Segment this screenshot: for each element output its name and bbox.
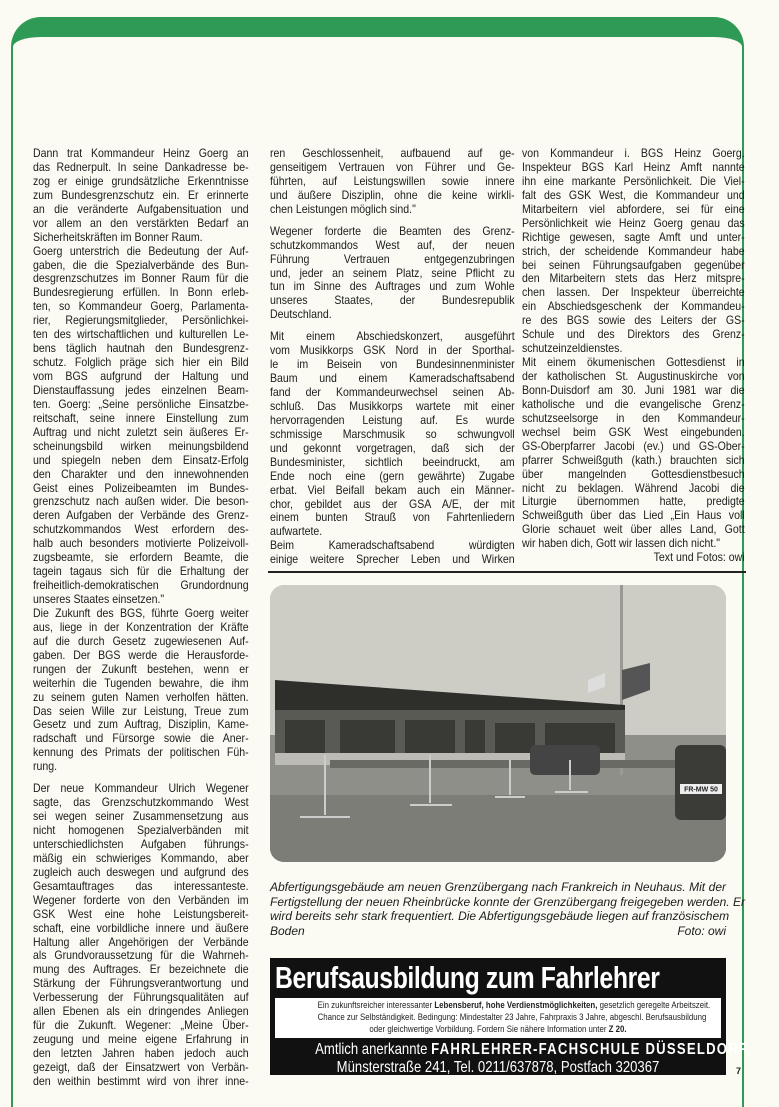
text-line: den weithin bestimmt wird von ihrer inne- (33, 1073, 249, 1088)
text-line: Mit einem Abschiedskonzert, ausgeführt (270, 329, 515, 344)
text-line: aus, liege in der Konzentration der Kräfte (33, 619, 249, 634)
text-line: Führung Vertrauen entgegenzubringen (270, 251, 515, 266)
text-line: das Rednerpult. In seine Dankadresse be- (33, 159, 249, 174)
text-line: Bonn-Duisdorf am 30. Juni 1981 war die (522, 382, 745, 397)
text-line: an die veränderte Aufgabensituation und (33, 201, 249, 216)
text-line: chor, gebildet aus der GSA A/E, der mit (270, 496, 515, 511)
border-crossing-photo (270, 585, 726, 862)
ad-code: Z 20. (608, 1024, 627, 1035)
article-paragraph (33, 782, 249, 1089)
text-line: schmissige Marschmusik so schwungvoll (270, 426, 515, 441)
text-line: falt des GSK West, die Kommandeur und (522, 187, 745, 202)
text-line: GSK West eine hohe Leistungsbereit- (33, 906, 249, 921)
text-line: Baum und einem Kameradschaftsabend (270, 371, 515, 386)
text-line: pfarrer Schweißguth (kath.) brauchten sich (522, 452, 745, 467)
text-line: ten, so Kommandeur Goerg, Parlamenta- (33, 299, 249, 314)
text-line: kennung des Primats der politischen Füh- (33, 745, 249, 760)
text-line: ein Abschiedsgeschenk der Kommandeu- (522, 299, 745, 314)
text-line: schutzkommandos West auf, der neuen (270, 237, 515, 252)
text-line: Haltung aller Angehörigen der Verbände (33, 934, 249, 949)
text-line: vor allem an den verstärkten Bedarf an (33, 215, 249, 230)
text-line: Gesetz und zum Auftrag, Disziplin, Kame- (33, 717, 249, 732)
text-line: zugsbeamte, sie erfordern Beamte, die (33, 550, 249, 565)
text-line: Beim Kameradschaftsabend würdigten (270, 538, 515, 553)
article-column-3 (522, 147, 745, 565)
text-line: Bundesregierung erfüllen. In Bonn erleb- (33, 285, 249, 300)
text-line: einem bunten Strauß von Fahrtenliedern (270, 510, 515, 525)
text-line: zog er einige grundsätzliche Erkenntnisse (33, 173, 249, 188)
article-paragraph (270, 539, 515, 567)
text-line: unterschiedlichsten Aufgaben führungs- (33, 836, 249, 851)
text-line: nicht homogenen Spezialverbänden mit (33, 823, 249, 837)
text-line: rung. (33, 759, 58, 774)
text-line: mung des Auftrages. Er bezeichnete die (33, 962, 249, 977)
text-line: Goerg unterstrich die Bedeutung der Auf- (33, 243, 249, 258)
text-line: rungen der Zukunft bestehen, wenn er (33, 661, 249, 676)
caption-line: Boden (270, 923, 305, 938)
text-line: Das seien Wille zur Leistung, Treue zum (33, 703, 249, 718)
text-line: Bundesminister, sichtlich beeindruckt, am (270, 454, 515, 469)
text-line: Sicherheitskräften im Bonner Raum. (33, 229, 203, 244)
article-paragraph (270, 147, 515, 217)
text-line: Der neue Kommandeur Ulrich Wegener (33, 781, 249, 796)
text-line: Die Zukunft des BGS, führte Goerg weiter (33, 605, 249, 620)
text-line: zum Bundesgrenzschutz ein. Er erinnerte (33, 187, 249, 202)
text-line: und gekonnt vorgetragen, daß sich der (270, 440, 515, 455)
text-line: vom Musikkorps GSK Nord in der Sporthal- (270, 343, 515, 358)
text-line: Liturgie übernommen hatte, predigte (522, 494, 745, 509)
text-line: Dienstauffassung jedes einzelnen Beam- (33, 382, 249, 397)
text-line: Mit einem ökumenischen Gottesdienst in (522, 355, 745, 370)
caption-line: Abfertigungsgebäude am neuen Grenzübergang nach Frankreich in Neuhaus. Mit der (270, 880, 726, 894)
text-line: für die Zukunft. Wegener: „Meine Über- (33, 1018, 249, 1033)
article-paragraph (33, 147, 249, 245)
photo-caption (270, 880, 745, 938)
text-line: und, jeder an seinem Platz, seine Pflicht zu (270, 265, 515, 280)
text-line: zugleich auch deswegen und aufgrund des (33, 864, 249, 879)
section-divider (268, 571, 746, 573)
photo-credit: Foto: owi (677, 923, 726, 938)
text-line: chen lassen. Der Inspekteur überreichte (522, 285, 745, 300)
text-line: radschaft und Fürsorge sowie die Aner- (33, 731, 249, 746)
article-paragraph (522, 356, 745, 551)
ad-school-name: FAHRLEHRER-FACHSCHULE DÜSSELDORF, (431, 1041, 752, 1058)
text-line: mäßig ein schwieriges Kommando, aber (33, 850, 249, 865)
text-line: ten. Goerg: „Seine persönliche Einsatzbe- (33, 396, 249, 411)
article-paragraph (270, 330, 515, 539)
text-line: rier, Regierungsmitglieder, Persönlichkei- (33, 313, 249, 328)
text-line: bei seinen Führungsaufgaben gegenüber (522, 257, 745, 272)
text-line: desgrenzschutzes im Bonner Raum für die (33, 271, 249, 286)
text-line: führten, auf Leistungswillen sowie innere (270, 173, 515, 188)
text-line: genseitigem Vertrauen von Führer und Ge- (270, 159, 515, 174)
text-line: nicht zu beklagen. Während Jacobi die (522, 480, 745, 495)
ad-text: oder gleichwertige Vorbildung. Fordern Sie nähere Information unter (369, 1024, 609, 1035)
text-line: der katholischen St. Augustinuskirche von (522, 369, 745, 383)
text-line: hervorragenden Leistung auf. Es wurde (270, 412, 515, 427)
text-line: Stärkung der Führungsverantwortung und (33, 976, 249, 991)
text-line: freiheitlich-demokratischen Grundordnung (33, 578, 249, 593)
text-line: wir haben dich, Gott wir lassen dich nicht." (522, 536, 721, 551)
text-line: schutzseelsorge in den Kommandeur- (522, 410, 745, 425)
caption-line: Fertigstellung der neuen Rheinbrücke konnte der Grenzübergang freigegeben werden. Er (270, 894, 745, 909)
text-line: Schule und des Direktors des Grenz- (522, 327, 745, 342)
page-number: 7 (736, 1066, 742, 1076)
ad-body (275, 998, 721, 1038)
text-line: Deutschland. (270, 307, 332, 322)
text-line: katholische und die evangelische Grenz- (522, 396, 745, 411)
text-line: Verbesserung der Führungsqualitäten auf (33, 990, 249, 1005)
text-line: sagte, das Grenzschutzkommando West (33, 795, 249, 810)
text-line: grenzschutz nach außen wider. Die beson- (33, 494, 249, 509)
text-line: den Charakter und den innewohnenden (33, 466, 249, 481)
text-line: über mangelnden Gottesdienstbesuch (522, 466, 745, 481)
text-line: Glorie schauet weit über alles Land, Gott (522, 522, 745, 537)
ad-text: gesetzlich geregelte Arbeitszeit. (597, 1000, 711, 1011)
ad-text: Ein zukunftsreicher interessanter (317, 1000, 435, 1011)
text-line: Inspekteur BGS Karl Heinz Amft nannte (522, 159, 745, 174)
text-line: ten des wirtschaftlichen und kulturellen Le- (33, 327, 249, 342)
text-line: und spiegeln neben dem Einsatz-Erfolg (33, 452, 249, 467)
text-line: zu seinem guten Namen verholfen hätten. (33, 689, 249, 704)
text-line: von Kommandeur i. BGS Heinz Goerg. (522, 146, 745, 160)
text-line: einige weitere Sprecher Leben und Wirken (270, 552, 515, 567)
text-line: weiterhin die Tugenden bewahre, die ihm (33, 675, 249, 690)
driving-instructor-school-ad (270, 958, 752, 1076)
text-line: unseres Staates einsetzen." (33, 592, 165, 606)
text-line: aufwartete. (270, 524, 323, 539)
text-line: GS-Oberpfarrer Jacobi (ev.) und GS-Ober- (522, 438, 745, 453)
article-paragraph (522, 147, 745, 356)
text-line: als Grundvoraussetzung für die Wahrneh- (33, 948, 249, 963)
text-line: Richtige gewesen, sagte Amft und unter- (522, 229, 745, 244)
article-credit: Text und Fotos: owi (653, 550, 745, 565)
ad-text: Chance zur Selbständigkeit. Bedingung: Mindestalter 23 Jahre, Fahrpraxis 3 Jahre, abgeschl. Berufsausbildung (317, 1012, 707, 1023)
text-line: tun im Sinne des Auftrages und zum Wohle (270, 279, 515, 294)
text-line: sei wegen seiner Zusammensetzung aus (33, 809, 249, 824)
text-line: Mitarbeitern viel abfordere, sei für eine (522, 201, 745, 216)
text-line: fand der Kommandeurwechsel seinen Ab- (270, 385, 515, 399)
text-line: zeugung und meine eigene Erfahrung in (33, 1032, 249, 1047)
article-paragraph (270, 225, 515, 323)
text-line: Wegener forderte von den Verbänden im (33, 892, 249, 907)
text-line: gaben. Der BGS werde die Herausforde- (33, 647, 249, 662)
ad-text-bold: Lebensberuf, hohe Verdienstmöglichkeiten, (434, 1000, 598, 1011)
photo-image (270, 585, 726, 862)
text-line: schutzeinzeldienstes. (522, 341, 623, 356)
text-line: allen Ebenen als ein dringendes Anliegen (33, 1004, 249, 1019)
text-line: reitschaft, seine innere Einstellung zum (33, 410, 249, 425)
text-line: tagein tagaus sich für die Erhaltung der (33, 564, 249, 579)
article-paragraph (33, 245, 249, 607)
text-line: Persönlichkeit wie Heinz Goerg genau das (522, 215, 745, 230)
text-line: Auftrag und nicht zuletzt sein äußeres Er- (33, 424, 249, 439)
text-line: bens täglich hautnah den Bundesgrenz- (33, 341, 249, 356)
text-line: Wegener forderte die Beamten des Grenz- (270, 223, 515, 238)
text-line: ren Geschlossenheit, aufbauend auf ge- (270, 146, 515, 160)
text-line: den letzten Jahren haben jedoch auch (33, 1046, 249, 1060)
text-line: re des BGS sowie des Leiters der GS- (522, 313, 745, 328)
text-line: halb auch besonders motivierte Polizeivoll- (33, 536, 249, 551)
text-line: Geist eines Polizeibeamten im Bundes- (33, 480, 249, 495)
article-column-2 (270, 147, 515, 567)
article-paragraph (33, 607, 249, 774)
caption-line: wird bereits sehr stark frequentiert. Die Abfertigungsgebäude liegen auf französischem (270, 909, 730, 923)
text-line: vom BGS aufgrund der Haltung und (33, 369, 249, 383)
text-line: deren Aufgaben der Verbände des Grenz- (33, 508, 249, 523)
ad-footer-text: Amtlich anerkannte (315, 1041, 432, 1058)
text-line: chen Leistungen möglich sind." (270, 201, 416, 216)
article-column-1 (33, 147, 249, 1089)
text-line: Gesamtauftrages das interessanteste. (33, 878, 249, 893)
text-line: Dann trat Kommandeur Heinz Goerg an (33, 146, 249, 160)
text-line: strich, der scheidende Kommandeur habe (522, 243, 745, 258)
text-line: schaft, eine vorbildliche innere und äußere (33, 920, 249, 935)
text-line: schutz. Folglich präge sich hier ein Bild (33, 355, 249, 370)
text-line: schutzkommandos West erfordern des- (33, 522, 249, 537)
ad-address: Münsterstraße 241, Tel. 0211/637878, Postfach 320367 (336, 1059, 660, 1076)
text-line: gaben, die die Spezialverbände des Bun- (33, 257, 249, 272)
license-plate-text: FR-MW 50 (684, 786, 718, 794)
text-line: ihn eine markante Persönlichkeit. Die Viel- (522, 173, 745, 188)
text-line: und äußere Disziplin, ohne die keine wirkli- (270, 187, 515, 202)
text-line: auf die durch Gesetz zugewiesenen Auf- (33, 633, 249, 648)
text-line: Schweißguth über das Lied „Ein Haus voll (522, 508, 745, 523)
text-line: scheinungsbild wirken meinungsbildend (33, 438, 249, 453)
text-line: unseres Staates, der Bundesrepublik (270, 293, 515, 308)
text-line: den Mitarbeitern stets das Herz mitspre- (522, 271, 745, 286)
text-line: le im Beisein von Bundesinnenminister (270, 357, 515, 372)
text-line: wechsel beim GSK West eingebunden. (522, 424, 745, 439)
text-line: gezeigt, daß der Einsatzwert von Verbän- (33, 1059, 249, 1074)
text-line: schluß. Das Musikkorps wartete mit einer (270, 398, 515, 413)
text-line: Ende noch eine (gern gewährte) Zugabe (270, 468, 515, 483)
text-line: erbat. Viel Beifall bekam auch ein Männer- (270, 482, 515, 497)
ad-headline: Berufsausbildung zum Fahrlehrer (275, 960, 660, 995)
